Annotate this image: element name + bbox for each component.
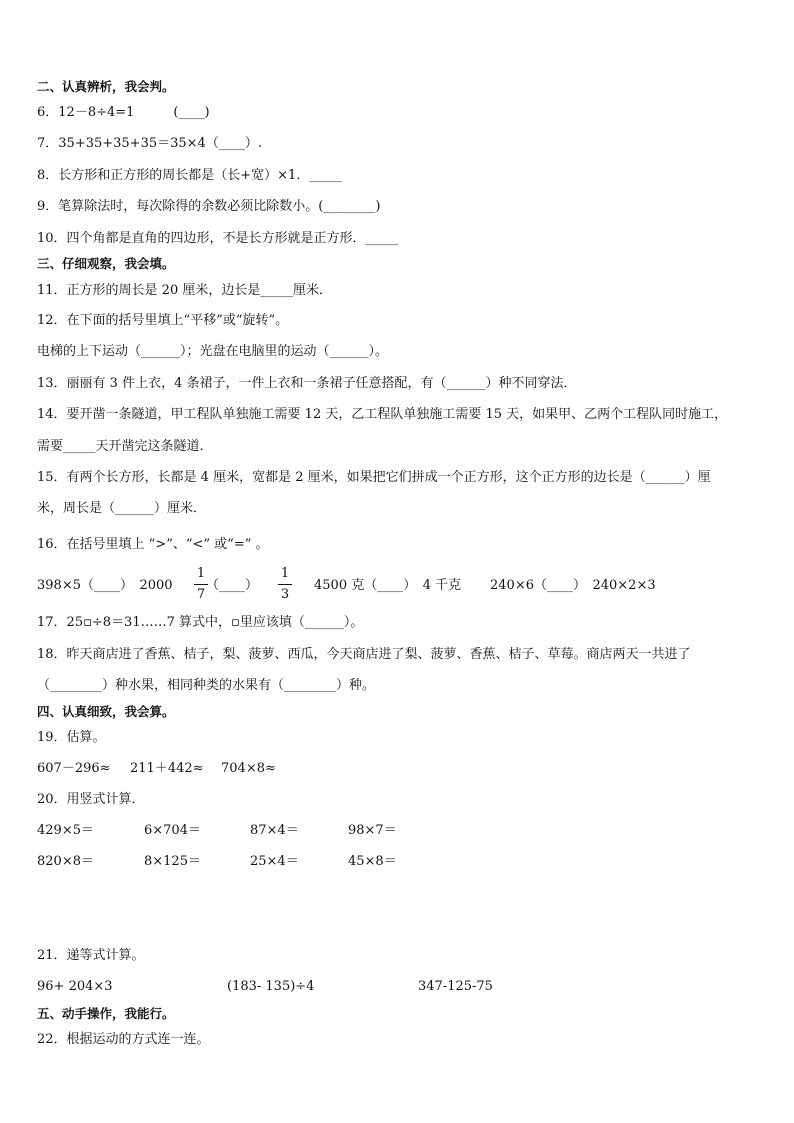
question-17: 17．25▫÷8＝31……7 算式中，▫里应该填（______）。 (37, 615, 364, 630)
step-calc-item: (183- 135)÷4 (227, 979, 315, 994)
question-18-line-2: （________）种水果，相同种类的水果有（________）种。 (37, 678, 376, 693)
vertical-calc-item: 820×8＝ (37, 854, 94, 869)
fraction-numerator: 1 (280, 566, 290, 581)
question-15: 15．有两个长方形，长都是 4 厘米，宽都是 2 厘米，如果把它们拼成一个正方形，这个正方形的边长是（______）厘 (37, 470, 711, 485)
fraction-numerator: 1 (196, 566, 206, 581)
vertical-calc-item: 87×4＝ (250, 823, 299, 838)
compare-item-3: 4500 克（____） 4 千克 (314, 578, 462, 593)
vertical-calc-item: 6×704＝ (144, 823, 201, 838)
vertical-calc-item: 429×5＝ (37, 823, 94, 838)
question-10: 10．四个角都是直角的四边形，不是长方形就是正方形．_____ (37, 231, 399, 246)
question-13: 13．丽丽有 3 件上衣，4 条裙子，一件上衣和一条裙子任意搭配，有（______）种不同穿法． (37, 376, 577, 391)
question-14-line-2: 需要_____天开凿完这条隧道． (37, 439, 213, 454)
estimate-item-2: 211＋442≈ (130, 761, 204, 776)
fraction-denominator: 7 (196, 587, 206, 602)
vertical-calc-item: 98×7＝ (348, 823, 397, 838)
fraction-denominator: 3 (280, 587, 290, 602)
question-22: 22．根据运动的方式连一连。 (37, 1032, 210, 1047)
question-7: 7．35+35+35+35＝35×4（____）. (37, 136, 262, 151)
step-calc-item: 96+ 204×3 (37, 979, 113, 994)
question-19: 19．估算。 (37, 730, 106, 745)
section-4-heading: 四、认真细致，我会算。 (37, 704, 175, 719)
question-8: 8．长方形和正方形的周长都是（长+宽）×1．_____ (37, 168, 342, 183)
question-16: 16．在括号里填上 “>”、“<” 或“=” 。 (37, 537, 269, 552)
question-18: 18．昨天商店进了香蕉、桔子，梨、菠萝、西瓜，今天商店进了梨、菠萝、香蕉、桔子、草莓。商店两天一共进了 (37, 647, 691, 662)
question-12: 12．在下面的括号里填上“平移”或“旋转”。 (37, 313, 289, 328)
vertical-calc-item: 25×4＝ (250, 854, 299, 869)
section-3-heading: 三、仔细观察，我会填。 (37, 256, 175, 271)
question-11: 11．正方形的周长是 20 厘米，边长是_____厘米． (37, 283, 332, 298)
compare-item-2-blank: （____） (206, 578, 259, 593)
fraction-one-third (278, 566, 292, 603)
question-21: 21．递等式计算。 (37, 948, 145, 963)
section-2-heading: 二、认真辨析，我会判。 (37, 79, 175, 94)
compare-item-4: 240×6（____） 240×2×3 (490, 578, 656, 593)
question-9: 9．笔算除法时，每次除得的余数必须比除数小。(________) (37, 199, 381, 214)
estimate-item-1: 607－296≈ (37, 761, 111, 776)
compare-item-1: 398×5（____） 2000 (37, 578, 173, 593)
section-5-heading: 五、动手操作，我能行。 (37, 1006, 175, 1021)
vertical-calc-item: 8×125＝ (144, 854, 201, 869)
estimate-item-3: 704×8≈ (221, 761, 276, 776)
vertical-calc-item: 45×8＝ (348, 854, 397, 869)
question-15-line-2: 米，周长是（______）厘米． (37, 501, 207, 516)
fraction-bar (278, 584, 292, 585)
question-14: 14．要开凿一条隧道，甲工程队单独施工需要 12 天，乙工程队单独施工需要 15 天，如果甲、乙两个工程队同时施工， (37, 407, 728, 422)
question-12-line-2: 电梯的上下运动（______）；光盘在电脑里的运动（______）。 (37, 344, 389, 359)
step-calc-item: 347-125-75 (418, 979, 493, 994)
question-6: 6．12－8÷4=1 (____) (37, 105, 210, 120)
question-20: 20．用竖式计算． (37, 792, 145, 807)
